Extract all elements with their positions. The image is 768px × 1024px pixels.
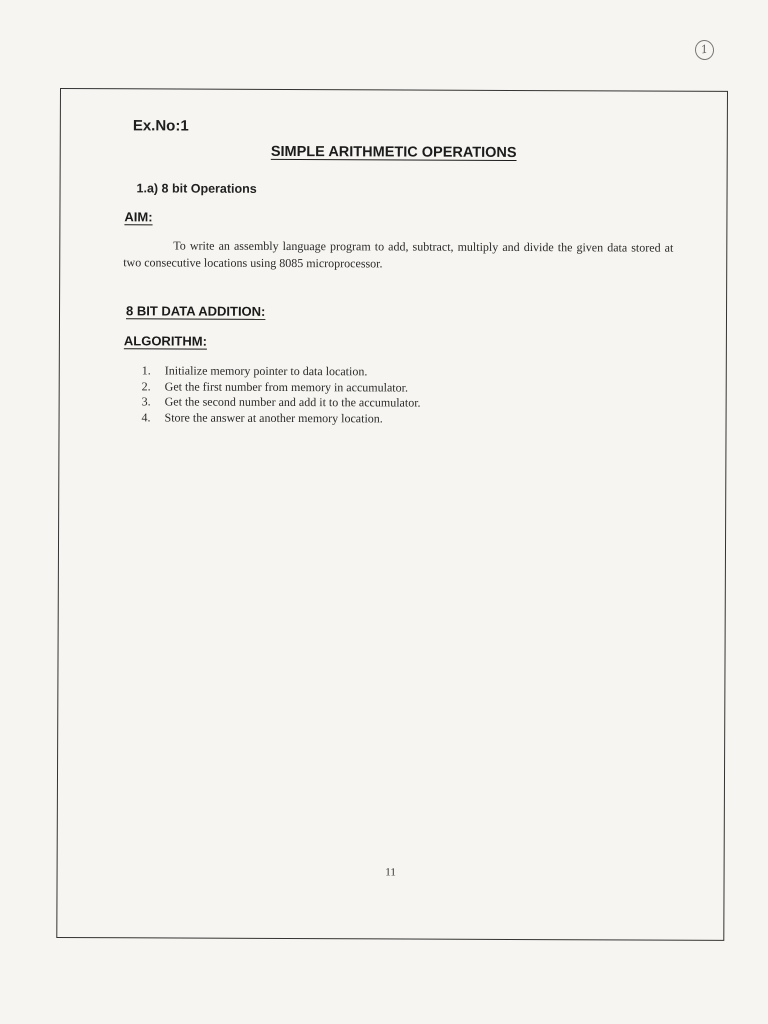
list-item-number: 1. [141,363,151,378]
subsection-title: 1.a) 8 bit Operations [136,181,257,196]
algorithm-heading: ALGORITHM: [123,333,207,349]
exercise-number: Ex.No:1 [132,117,189,135]
list-item [142,379,421,396]
aim-heading: AIM: [124,209,153,225]
page-number: 11 [385,866,396,879]
list-item-text: Get the first number from memory in accumulator. [164,379,408,395]
list-item [142,410,421,427]
list-item-number: 3. [141,394,151,409]
list-item-text: Initialize memory pointer to data location. [164,363,368,379]
page-frame [56,88,728,941]
aim-paragraph: To write an assembly language program to add, subtract, multiply and divide the given data stored at two consecutive locations using 8085 microprocessor. [123,238,674,271]
algorithm-list [142,363,421,427]
page-number-mark: 1 [693,39,715,62]
list-item [142,395,421,412]
list-item-number: 2. [141,379,151,394]
list-item [142,363,421,380]
list-item-text: Store the answer at another memory location. [164,410,383,426]
page-title: SIMPLE ARITHMETIC OPERATIONS [270,143,517,161]
list-item-number: 4. [141,410,151,425]
section-heading: 8 BIT DATA ADDITION: [125,303,266,319]
list-item-text: Get the second number and add it to the accumulator. [164,394,421,410]
